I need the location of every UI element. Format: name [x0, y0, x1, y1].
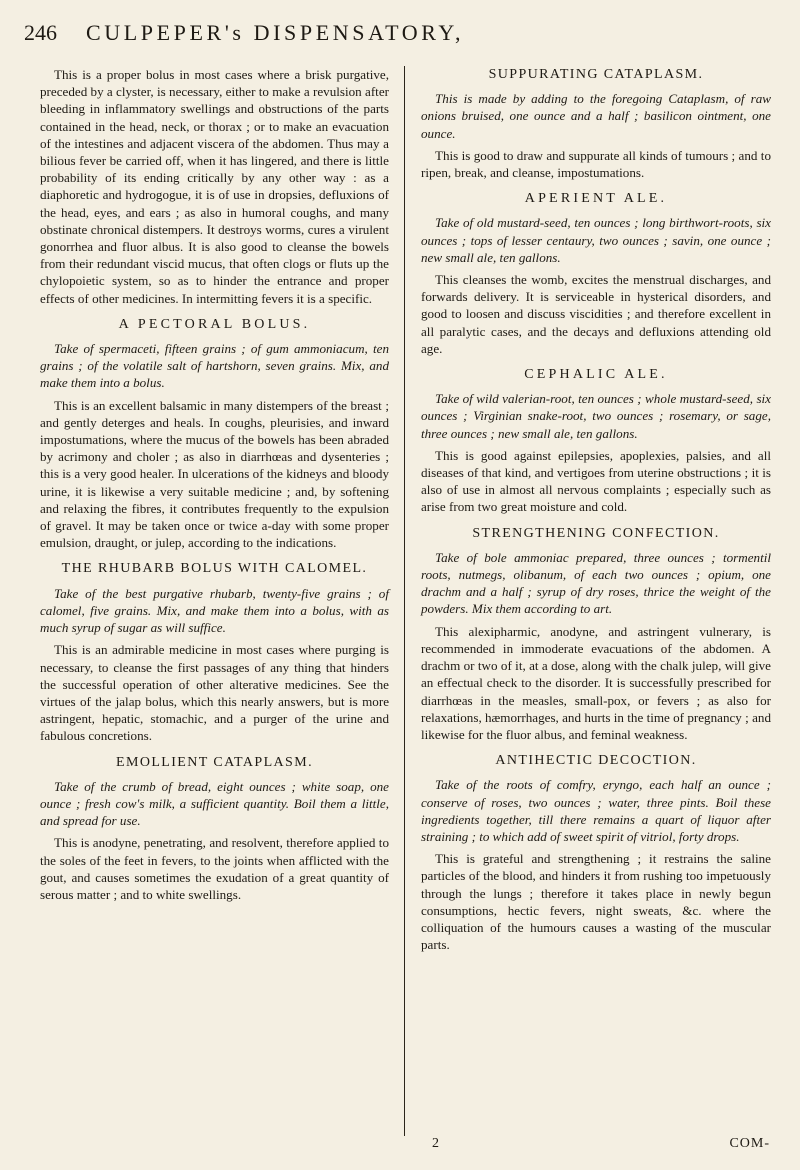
signature-mark: 2	[432, 1136, 439, 1151]
suppurating-cataplasm-recipe: This is made by adding to the foregoing Cataplasm, of raw onions bruised, one ounce and a half ; basilicon ointment, one ounce.	[421, 91, 771, 141]
rhubarb-bolus-recipe: Take of the best purgative rhubarb, twenty-five grains ; of calomel, five grains. Mix, and make them into a bolus, with as much syrup of sugar as will suffice.	[40, 585, 389, 636]
suppurating-cataplasm-title: SUPPURATING CATAPLASM.	[488, 67, 704, 82]
antihectic-decoction-recipe: Take of the roots of comfry, eryngo, each half an ounce ; conserve of roses, two ounces ; water, three pints. Boil these ingredients together, till there remains a quart of liquor after straining ; to which add of sweet spirit of vitriol, forty drops.	[421, 777, 771, 844]
antihectic-decoction-text: This is grateful and strengthening ; it restrains the saline particles of the blood, and hinders it from rushing too impetuously through the lungs ; therefore it takes place in newly begun consumptions, hectic fevers, night sweats, &c. where the colliquation of the humours causes a wasting of the muscular parts.	[421, 851, 771, 953]
catchword: COM-	[729, 1136, 770, 1151]
emollient-cataplasm-recipe: Take of the crumb of bread, eight ounces ; white soap, one ounce ; fresh cow's milk, a sufficient quantity. Boil them a little, and spread for use.	[40, 778, 389, 829]
strengthening-confection-title: STRENGTHENING CONFECTION.	[472, 525, 720, 541]
aperient-ale-title: APERIENT ALE.	[524, 191, 668, 207]
emollient-cataplasm-text: This is anodyne, penetrating, and resolvent, therefore applied to the soles of the feet in fevers, to the joints when afflicted with the gout, and causes sometimes the exudation of a great quantity of serous matter ; and to white swellings.	[40, 835, 389, 902]
bolus-description: This is a proper bolus in most cases where a brisk purgative, preceded by a clyster, is necessary, either to make a revulsion after bleeding in inflammatory swellings and obstructions of the parts contained in the head, neck, or thorax ; or to make an evacuation of the intestines and adjacent viscera of the abdomen. Thus may a bilious fever be carried off, when it has lingered, and there is little probability of its ending critically by any other way : as a diaphoretic and hydrogogue, it is of use in dropsies, defluxions of the head, eyes, and ears ; as also in humoral coughs, and many obstinate chronical distempers. It destroys worms, cures a virulent gonorrhea and fluor albus. It is also good to cleanse the bowels from their redundant viscid mucus, that often clogs or fluts up the chylopoietic system, so as to hinder the entrance and proper effects of other medicines. In intermitting fevers it is a specific.	[40, 67, 389, 306]
page-footer	[430, 1136, 770, 1156]
suppurating-cataplasm-text: This is good to draw and suppurate all kinds of tumours ; and to ripen, break, and cleanse, impostumations.	[421, 147, 771, 181]
page-header	[24, 14, 776, 48]
pectoral-bolus-title: A PECTORAL BOLUS.	[118, 316, 311, 332]
aperient-ale-text: This cleanses the womb, excites the menstrual discharges, and forwards delivery. It is serviceable in hysterical disorders, and good to loosen and discuss viscidities ; and therefore excellent in all paralytic cases, and the decays and defluxions attending old age.	[421, 272, 771, 356]
page-number: 246	[24, 20, 57, 45]
emollient-cataplasm-title: EMOLLIENT CATAPLASM.	[116, 754, 313, 770]
strengthening-confection-text: This alexipharmic, anodyne, and astringent vulnerary, is recommended in immoderate evacuations of the abdomen. A drachm or two of it, at a dose, along with the chalk julep, will give an effectual check to the disorder. It is successfully prescribed for diarrhœas in the measles, small-pox, or fevers ; as also for relaxations, hæmorrhages, and hurts in the time of pregnancy ; and likewise for the fluor albus, and feminal weakness.	[421, 623, 771, 742]
running-title: CULPEPER's DISPENSATORY,	[86, 20, 465, 45]
cephalic-ale-text: This is good against epilepsies, apoplexies, palsies, and all diseases of that kind, and vertigoes from uterine obstructions ; it is also of use in almost all nervous complaints ; especially such as arise from two great moisture and cold.	[421, 447, 771, 515]
cephalic-ale-title: CEPHALIC ALE.	[524, 367, 668, 383]
rhubarb-bolus-text: This is an admirable medicine in most cases where purging is necessary, to cleanse the first passages of any thing that hinders the successful operation of other alterative medicines. See the virtues of the jalap bolus, which this nearly answers, but is more astringent, hepatic, stomachic, and a purger of the urine and fabulous concretions.	[40, 642, 389, 744]
antihectic-decoction-title: ANTIHECTIC DECOCTION.	[495, 753, 697, 769]
right-column	[421, 66, 771, 956]
column-divider	[404, 66, 405, 1136]
pectoral-bolus-text: This is an excellent balsamic in many distempers of the breast ; and gently deterges and heals. In coughs, pleurisies, and inward impostumations, where the mucus of the bowels has been abraded by acrimony and choler ; as also in diarrhœas and dysenteries ; this is a very good healer. In ulcerations of the kidneys and bloody urine, it is likewise a very suitable medicine ; and, by softening and relaxing the fibres, it contributes frequently to the expulsion of gravel. It may be taken once or twice a-day with some proper emulsion, draught, or julep, according to the indications.	[40, 397, 389, 551]
cephalic-ale-recipe: Take of wild valerian-root, ten ounces ; whole mustard-seed, six ounces ; Virginian snake-root, two ounces ; rosemary, or sage, three ounces ; new small ale, ten gallons.	[421, 391, 771, 441]
strengthening-confection-recipe: Take of bole ammoniac prepared, three ounces ; tormentil roots, nutmegs, olibanum, of each two ounces ; opium, one drachm and a half ; syrup of dry roses, thrice the weight of the powders. Mix them according to art.	[421, 549, 771, 617]
rhubarb-bolus-title: THE RHUBARB BOLUS WITH CALOMEL.	[61, 561, 368, 577]
left-column	[40, 66, 389, 906]
pectoral-bolus-recipe: Take of spermaceti, fifteen grains ; of gum ammoniacum, ten grains ; of the volatile salt of hartshorn, seven grains. Mix, and make them into a bolus.	[40, 341, 389, 391]
aperient-ale-recipe: Take of old mustard-seed, ten ounces ; long birthwort-roots, six ounces ; tops of lesser centaury, two ounces ; savin, one ounce ; new small ale, ten gallons.	[421, 215, 771, 265]
